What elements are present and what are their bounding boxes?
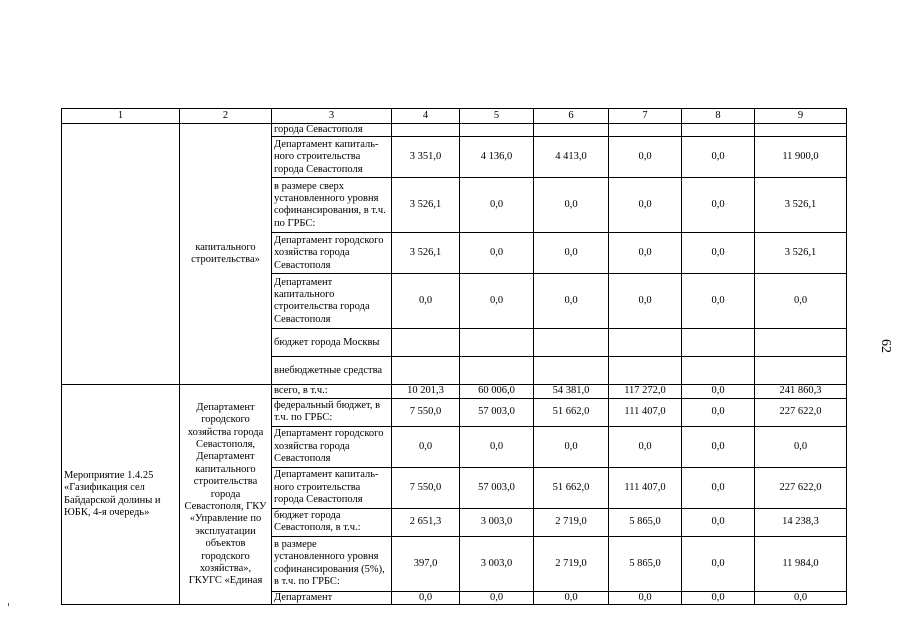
value-cell: 227 622,0 — [755, 467, 847, 508]
value-cell: 0,0 — [534, 178, 609, 233]
value-cell: 57 003,0 — [460, 398, 534, 426]
value-cell: 0,0 — [609, 137, 682, 178]
value-cell: 0,0 — [460, 233, 534, 274]
value-cell: 0,0 — [534, 274, 609, 329]
executor-cell: Департамент городского хозяйства города Севастополя, Департамент капитального строительства города Севастополя, ГКУ «Управление по эксплуатации объектов городского хозяйства», ГКУГС «Единая — [180, 385, 272, 605]
table-row — [62, 385, 847, 398]
page-number: 62 — [878, 339, 893, 353]
value-cell: 60 006,0 — [460, 385, 534, 398]
column-header: 8 — [682, 109, 755, 124]
value-cell: 3 003,0 — [460, 536, 534, 591]
value-cell: 0,0 — [460, 591, 534, 604]
value-cell — [460, 357, 534, 385]
value-cell — [534, 329, 609, 357]
value-cell — [682, 357, 755, 385]
value-cell: 11 984,0 — [755, 536, 847, 591]
value-cell: 10 201,3 — [392, 385, 460, 398]
value-cell — [534, 124, 609, 137]
row-description: бюджет города Севастополя, в т.ч.: — [272, 508, 392, 536]
row-description: Департамент городского хозяйства города Севастополя — [272, 426, 392, 467]
column-header: 6 — [534, 109, 609, 124]
value-cell — [755, 357, 847, 385]
value-cell: 0,0 — [609, 591, 682, 604]
value-cell: 0,0 — [609, 233, 682, 274]
row-description: Департамент капитального строительства города Севастополя — [272, 274, 392, 329]
value-cell: 7 550,0 — [392, 467, 460, 508]
table-row — [62, 124, 847, 137]
value-cell: 0,0 — [534, 233, 609, 274]
value-cell — [755, 124, 847, 137]
row-description: Департамент капиталь-ного строительства города Севастополя — [272, 467, 392, 508]
value-cell: 0,0 — [534, 426, 609, 467]
value-cell: 117 272,0 — [609, 385, 682, 398]
value-cell: 2 719,0 — [534, 508, 609, 536]
row-description: бюджет города Москвы — [272, 329, 392, 357]
value-cell: 0,0 — [609, 274, 682, 329]
row-description: города Севастополя — [272, 124, 392, 137]
activity-cell — [62, 124, 180, 385]
value-cell — [460, 124, 534, 137]
value-cell: 54 381,0 — [534, 385, 609, 398]
value-cell: 3 351,0 — [392, 137, 460, 178]
value-cell: 0,0 — [682, 233, 755, 274]
value-cell: 0,0 — [392, 274, 460, 329]
value-cell: 0,0 — [755, 591, 847, 604]
budget-table — [61, 108, 847, 605]
column-header: 1 — [62, 109, 180, 124]
value-cell: 5 865,0 — [609, 536, 682, 591]
value-cell: 0,0 — [755, 426, 847, 467]
value-cell: 0,0 — [460, 274, 534, 329]
value-cell — [755, 329, 847, 357]
value-cell — [392, 124, 460, 137]
value-cell: 3 526,1 — [392, 233, 460, 274]
row-description: в размере сверх установленного уровня софинансирования, в т.ч. по ГРБС: — [272, 178, 392, 233]
column-header: 2 — [180, 109, 272, 124]
value-cell: 111 407,0 — [609, 467, 682, 508]
row-description: Департамент капиталь-ного строительства города Севастополя — [272, 137, 392, 178]
row-description: в размере установленного уровня софинансирования (5%), в т.ч. по ГРБС: — [272, 536, 392, 591]
value-cell — [609, 124, 682, 137]
value-cell: 3 003,0 — [460, 508, 534, 536]
value-cell: 4 136,0 — [460, 137, 534, 178]
value-cell — [534, 357, 609, 385]
value-cell: 57 003,0 — [460, 467, 534, 508]
value-cell — [682, 124, 755, 137]
activity-cell: Мероприятие 1.4.25 «Газификация сел Байдарской долины и ЮБК, 4-я очередь» — [62, 385, 180, 605]
row-description: внебюджетные средства — [272, 357, 392, 385]
value-cell: 0,0 — [392, 591, 460, 604]
row-description: Департамент городского хозяйства города Севастополя — [272, 233, 392, 274]
value-cell: 0,0 — [682, 536, 755, 591]
value-cell: 2 719,0 — [534, 536, 609, 591]
value-cell: 397,0 — [392, 536, 460, 591]
value-cell: 0,0 — [682, 137, 755, 178]
value-cell — [609, 357, 682, 385]
value-cell: 11 900,0 — [755, 137, 847, 178]
scan-mark — [8, 603, 9, 606]
value-cell: 227 622,0 — [755, 398, 847, 426]
value-cell: 0,0 — [392, 426, 460, 467]
value-cell: 51 662,0 — [534, 398, 609, 426]
value-cell: 2 651,3 — [392, 508, 460, 536]
value-cell: 0,0 — [609, 426, 682, 467]
value-cell — [392, 329, 460, 357]
value-cell: 0,0 — [682, 426, 755, 467]
value-cell: 7 550,0 — [392, 398, 460, 426]
row-description: Департамент — [272, 591, 392, 604]
value-cell: 0,0 — [682, 508, 755, 536]
value-cell: 0,0 — [682, 398, 755, 426]
value-cell: 4 413,0 — [534, 137, 609, 178]
value-cell: 111 407,0 — [609, 398, 682, 426]
column-header: 7 — [609, 109, 682, 124]
value-cell: 3 526,1 — [755, 233, 847, 274]
column-header: 5 — [460, 109, 534, 124]
value-cell: 0,0 — [682, 178, 755, 233]
value-cell — [392, 357, 460, 385]
column-header: 4 — [392, 109, 460, 124]
value-cell: 0,0 — [682, 385, 755, 398]
column-header: 3 — [272, 109, 392, 124]
value-cell: 0,0 — [682, 467, 755, 508]
value-cell: 0,0 — [609, 178, 682, 233]
value-cell: 0,0 — [682, 591, 755, 604]
executor-cell: капитального строительства» — [180, 124, 272, 385]
value-cell: 0,0 — [460, 426, 534, 467]
value-cell: 14 238,3 — [755, 508, 847, 536]
row-description: федеральный бюджет, в т.ч. по ГРБС: — [272, 398, 392, 426]
value-cell — [682, 329, 755, 357]
value-cell — [460, 329, 534, 357]
value-cell: 3 526,1 — [755, 178, 847, 233]
value-cell: 0,0 — [460, 178, 534, 233]
value-cell: 0,0 — [682, 274, 755, 329]
value-cell: 0,0 — [534, 591, 609, 604]
value-cell: 0,0 — [755, 274, 847, 329]
value-cell: 51 662,0 — [534, 467, 609, 508]
value-cell: 3 526,1 — [392, 178, 460, 233]
column-header: 9 — [755, 109, 847, 124]
value-cell — [609, 329, 682, 357]
value-cell: 5 865,0 — [609, 508, 682, 536]
value-cell: 241 860,3 — [755, 385, 847, 398]
header-row — [62, 109, 847, 124]
row-description: всего, в т.ч.: — [272, 385, 392, 398]
